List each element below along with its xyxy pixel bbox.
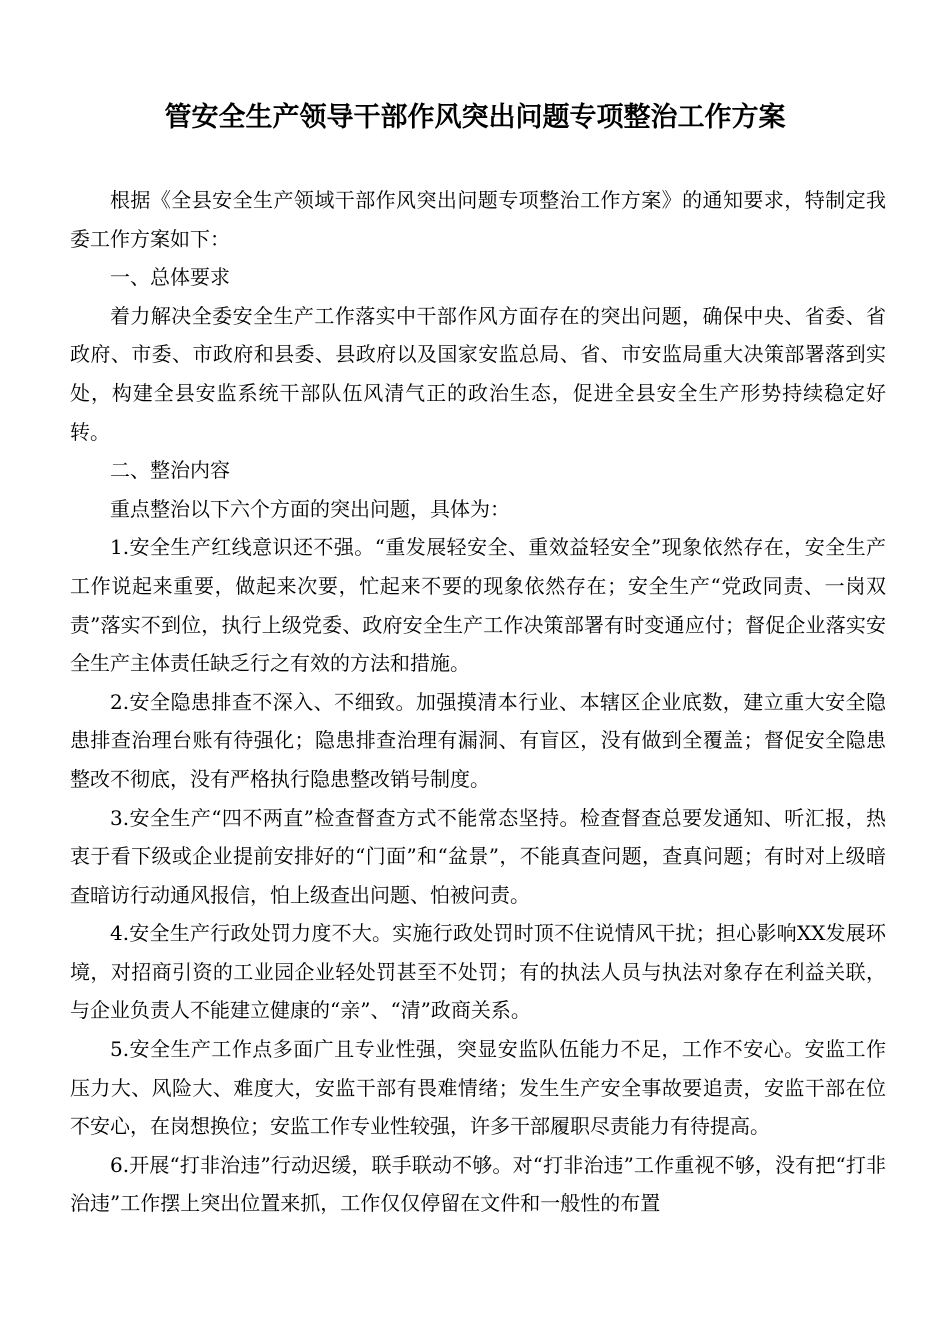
list-item-5: 5.安全生产工作点多面广且专业性强，突显安监队伍能力不足，工作不安心。安监工作压力大、风险大、难度大，安监干部有畏难情绪；发生生产安全事故要追责，安监干部在位不安心，在岗想换位；安监工作专业性较强，许多干部履职尽责能力有待提高。 [70,1037,886,1139]
paragraph-rectification-lead: 重点整治以下六个方面的突出问题，具体为： [110,496,510,521]
section-heading-general-requirements: 一、总体要求 [110,265,230,290]
list-item-6: 6.开展“打非治违”行动迟缓，联手联动不够。对“打非治违”工作重视不够，没有把“打非治违”工作摆上突出位置来抓，工作仅仅停留在文件和一般性的布置 [70,1152,886,1216]
list-item-4: 4.安全生产行政处罚力度不大。实施行政处罚时顶不住说情风干扰；担心影响XX发展环境，对招商引资的工业园企业轻处罚甚至不处罚；有的执法人员与执法对象存在利益关联，与企业负责人不能建立健康的“亲”、“清”政商关系。 [70,921,886,1023]
paragraph-intro: 根据《全县安全生产领域干部作风突出问题专项整治工作方案》的通知要求，特制定我委工作方案如下： [70,188,886,251]
section-heading-rectification-content: 二、整治内容 [110,458,230,483]
document-title: 管安全生产领导干部作风突出问题专项整治工作方案 [164,102,786,133]
document-body [70,181,886,1223]
paragraph-general-requirements: 着力解决全委安全生产工作落实中干部作风方面存在的突出问题，确保中央、省委、省政府、市委、市政府和县委、县政府以及国家安监总局、省、市安监局重大决策部署落到实处，构建全县安监系统干部队伍风清气正的政治生态，促进全县安全生产形势持续稳定好转。 [70,303,886,444]
list-item-3: 3.安全生产“四不两直”检查督查方式不能常态坚持。检查督查总要发通知、听汇报，热衷于看下级或企业提前安排好的“门面”和“盆景”，不能真查问题，查真问题；有时对上级暗查暗访行动通风报信，怕上级查出问题、怕被问责。 [70,805,886,907]
list-item-2: 2.安全隐患排查不深入、不细致。加强摸清本行业、本辖区企业底数，建立重大安全隐患排查治理台账有待强化；隐患排查治理有漏洞、有盲区，没有做到全覆盖；督促安全隐患整改不彻底，没有严格执行隐患整改销号制度。 [70,689,886,791]
list-item-1: 1.安全生产红线意识还不强。“重发展轻安全、重效益轻安全”现象依然存在，安全生产工作说起来重要，做起来次要，忙起来不要的现象依然存在；安全生产“党政同责、一岗双责”落实不到位，执行上级党委、政府安全生产工作决策部署有时变通应付；督促企业落实安全生产主体责任缺乏行之有效的方法和措施。 [70,535,886,676]
